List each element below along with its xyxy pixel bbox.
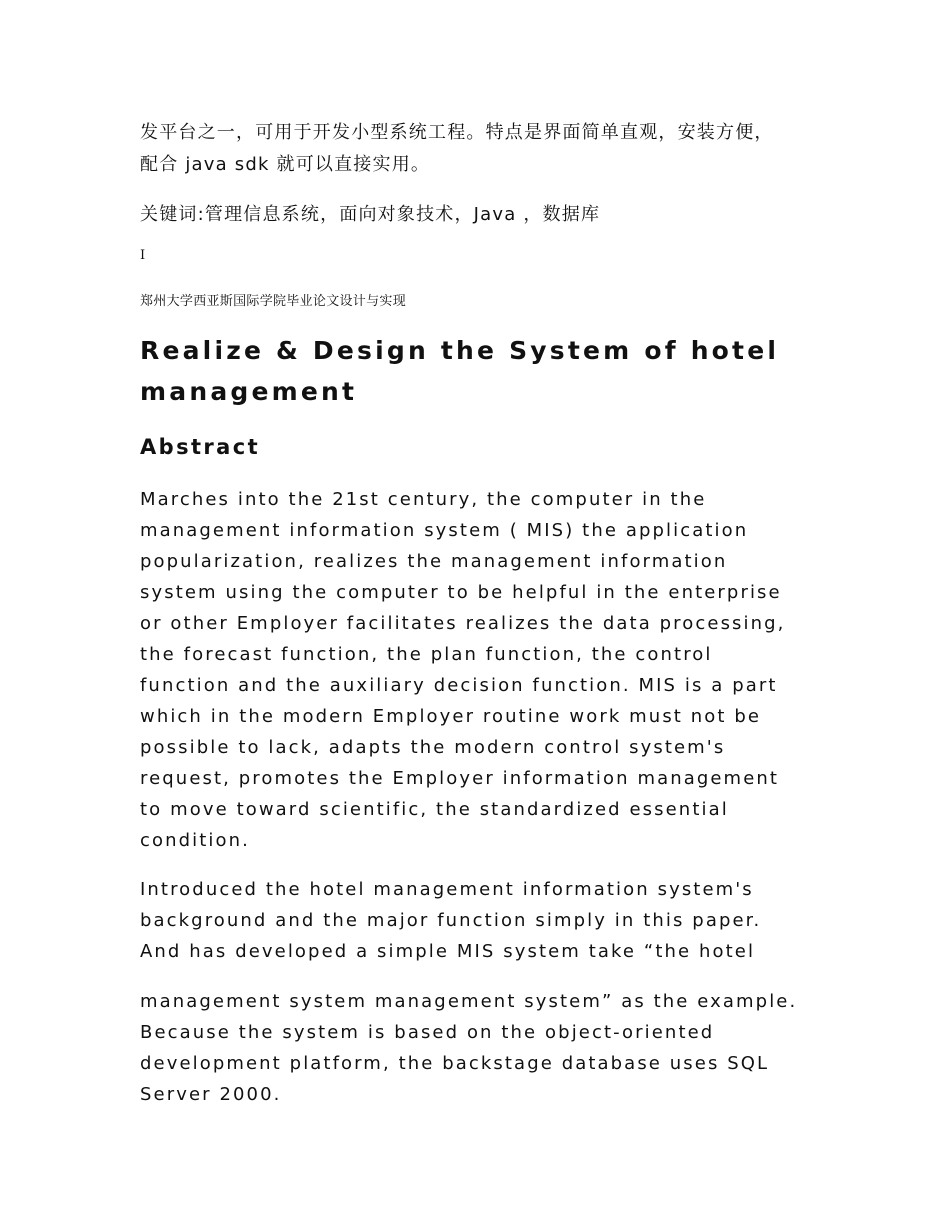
abstract-line: condition. (140, 830, 250, 851)
abstract-line: And has developed a simple MIS system take “the hotel (140, 941, 756, 962)
document-title-line: management (140, 377, 358, 406)
abstract-line: system using the computer to be helpful in the enterprise (140, 582, 782, 603)
abstract-line: management system management system” as the example. (140, 991, 798, 1012)
abstract-line: background and the major function simply in this paper. (140, 910, 762, 931)
abstract-line: Marches into the 21st century, the computer in the (140, 489, 707, 510)
abstract-line: development platform, the backstage database uses SQL (140, 1053, 770, 1074)
abstract-line: possible to lack, adapts the modern control system's (140, 737, 726, 758)
keywords-line: 关键词:管理信息系统，面向对象技术，Java ，数据库 (140, 204, 601, 225)
abstract-line: Because the system is based on the object-oriented (140, 1022, 715, 1043)
abstract-line: the forecast function, the plan function, the control (140, 644, 713, 665)
abstract-line: management information system ( MIS) the application (140, 520, 749, 541)
document-title-line: Realize & Design the System of hotel (140, 336, 780, 365)
abstract-line: or other Employer facilitates realizes the data processing, (140, 613, 786, 634)
abstract-line: popularization, realizes the management information (140, 551, 728, 572)
abstract-line: to move toward scientific, the standardized essential (140, 799, 729, 820)
chinese-intro-line: 发平台之一，可用于开发小型系统工程。特点是界面简单直观，安装方便， (140, 122, 774, 143)
running-header: 郑州大学西亚斯国际学院毕业论文设计与实现 (140, 294, 407, 309)
abstract-line: Introduced the hotel management information system's (140, 879, 754, 900)
page-number: I (140, 248, 146, 263)
abstract-line: which in the modern Employer routine work must not be (140, 706, 762, 727)
abstract-line: request, promotes the Employer information management (140, 768, 780, 789)
abstract-line: Server 2000. (140, 1084, 282, 1105)
chinese-intro-line: 配合 java sdk 就可以直接实用。 (140, 154, 431, 175)
abstract-line: function and the auxiliary decision function. MIS is a part (140, 675, 778, 696)
abstract-heading: Abstract (140, 435, 261, 459)
